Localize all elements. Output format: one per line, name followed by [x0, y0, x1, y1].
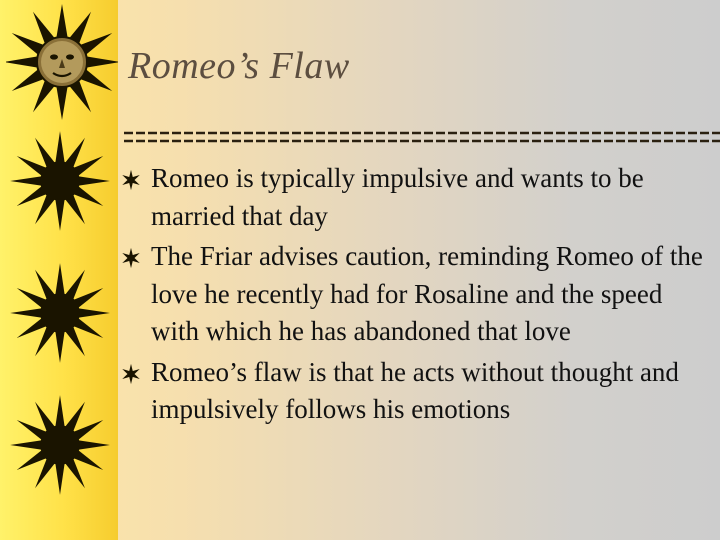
bullet-item: [120, 160, 710, 235]
star-bullet-icon: [120, 363, 142, 385]
bullet-text: Romeo’s flaw is that he acts without thought and impulsively follows his emotions: [151, 356, 679, 424]
star-bullet-icon: [120, 169, 142, 191]
bullet-text: The Friar advises caution, reminding Romeo of the love he recently had for Rosaline and the speed with which he has abandoned that love: [151, 241, 703, 346]
bullet-item: [120, 238, 710, 351]
sun-icon: [8, 386, 112, 504]
bullet-text: Romeo is typically impulsive and wants to be married that day: [151, 163, 644, 231]
title-divider: [124, 128, 720, 148]
sun-face-icon: [6, 2, 118, 122]
bullet-list: [120, 160, 710, 432]
star-bullet-icon: [120, 247, 142, 269]
slide-title: Romeo’s Flaw: [128, 45, 350, 87]
sun-icon: [8, 122, 112, 240]
sun-icon: [8, 254, 112, 372]
bullet-item: [120, 354, 710, 429]
